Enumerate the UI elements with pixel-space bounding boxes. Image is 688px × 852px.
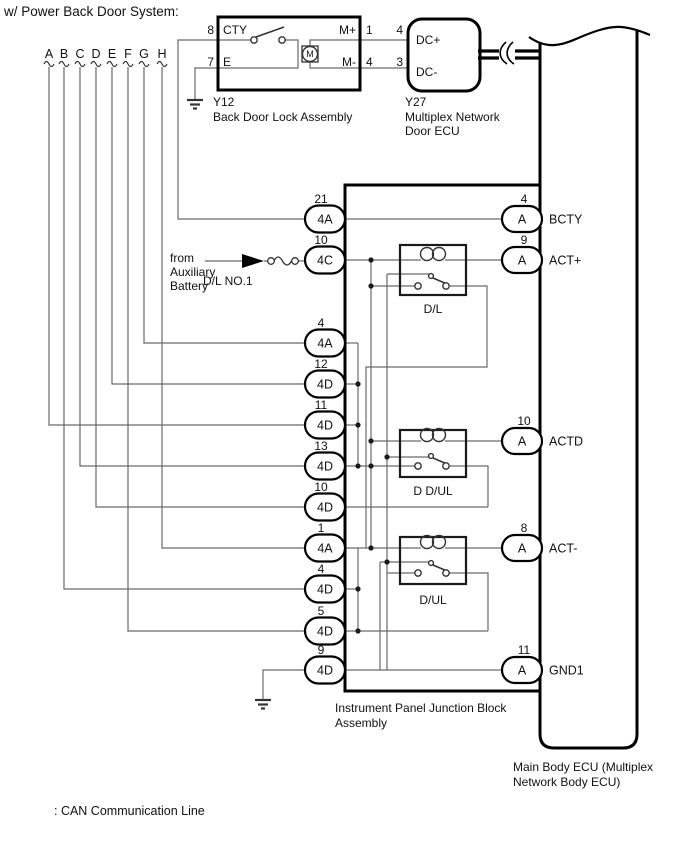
wire-break-squiggle: [91, 62, 101, 67]
switch-contact-icon: [443, 463, 449, 469]
pin-number: 9: [520, 233, 528, 247]
pin-number: 5: [317, 604, 325, 618]
diagram-label: Instrument Panel Junction Block: [335, 701, 507, 715]
junction-dot: [355, 586, 360, 591]
wire-break-squiggle: [59, 62, 69, 67]
switch-contact-icon: [443, 283, 449, 289]
wire: [449, 573, 488, 631]
diagram-label: Y27: [405, 95, 427, 109]
junction-dot: [355, 463, 360, 468]
wire-break-squiggle: [107, 62, 117, 67]
diagram-label: M+: [338, 23, 356, 37]
power-source-arrow-icon: [242, 254, 264, 268]
relay-coil-icon: [433, 248, 446, 261]
diagram-label: DC+: [416, 33, 441, 47]
connector-label: 4D: [317, 500, 333, 515]
signal-name-act+: ACT+: [549, 253, 582, 268]
diagram-label: CTY: [223, 23, 247, 37]
wire: [263, 670, 305, 700]
wire: [128, 67, 305, 631]
wire-letter-D: D: [91, 47, 101, 61]
diagram-label: Network Body ECU): [513, 775, 621, 789]
junction-dot: [355, 422, 360, 427]
junction-dot: [368, 283, 373, 288]
switch-contact-icon: [415, 570, 421, 576]
connector-label: 4D: [317, 663, 333, 678]
wire: [178, 40, 305, 219]
connector-label: 4D: [317, 418, 333, 433]
diagram-label: Multiplex Network: [405, 110, 500, 124]
diagram-label: Back Door Lock Assembly: [213, 110, 353, 124]
signal-name-gnd1: GND1: [549, 663, 584, 678]
diagram-label: Y12: [213, 95, 235, 109]
switch-contact-icon: [443, 570, 449, 576]
diagram-label: Auxiliary: [170, 265, 216, 279]
pin-number: 8: [520, 521, 528, 535]
junction-dot: [368, 463, 373, 468]
fuse-terminal-icon: [268, 258, 275, 265]
connector-label: 4A: [317, 541, 333, 556]
wire-letter-G: G: [139, 47, 149, 61]
connector-label: 4A: [317, 336, 333, 351]
diagram-label: 3: [396, 55, 403, 69]
pin-number: 4: [317, 316, 325, 330]
motor-label: M: [306, 49, 314, 59]
pin-number: 4: [317, 562, 325, 576]
switch-contact-icon: [415, 463, 421, 469]
fuse-icon: [274, 257, 292, 265]
wire-break-squiggle: [44, 62, 54, 67]
diagram-label: M-: [342, 55, 356, 69]
switch-contact-icon: [251, 37, 257, 43]
diagram-label: 4: [366, 55, 373, 69]
connector-label: 4D: [317, 377, 333, 392]
wire-letter-E: E: [107, 47, 117, 61]
diagram-label: D/L NO.1: [203, 274, 253, 288]
multiplex-network-door-ecu-box: [408, 19, 480, 91]
junction-dot: [355, 628, 360, 633]
diagram-label: Main Body ECU (Multiplex: [513, 760, 654, 774]
diagram-label: from: [170, 251, 194, 265]
switch-pivot-icon: [429, 274, 434, 279]
diagram-label: Assembly: [335, 716, 388, 730]
junction-dot: [384, 559, 389, 564]
wire-letter-C: C: [75, 47, 85, 61]
wire-break-squiggle: [157, 62, 167, 67]
pin-number: 10: [314, 480, 328, 494]
main-body-ecu-box: [540, 31, 637, 748]
connector-label: 4D: [317, 624, 333, 639]
diagram-label: D/L: [423, 302, 443, 316]
pin-number: 10: [314, 233, 328, 247]
junction-dot: [368, 438, 373, 443]
switch-contact-icon: [279, 37, 285, 43]
switch-contact-icon: [415, 283, 421, 289]
wire-letter-A: A: [44, 47, 54, 61]
connector-label: 4D: [317, 582, 333, 597]
diagram-label: Door ECU: [405, 124, 460, 138]
signal-name-actd: ACTD: [549, 434, 584, 449]
wire: [162, 67, 305, 548]
diagram-label: E: [223, 55, 232, 69]
diagram-label: DC-: [416, 65, 438, 79]
pin-number: 13: [314, 439, 328, 453]
wire-break-squiggle: [123, 62, 133, 67]
pin-number: 12: [314, 357, 328, 371]
pin-number: 4: [520, 192, 528, 206]
diagram-label: 7: [207, 55, 214, 69]
connector-label: A: [517, 541, 527, 556]
relay-coil-icon: [421, 248, 434, 261]
switch-lever-icon: [256, 27, 284, 37]
diagram-label: 4: [396, 23, 403, 37]
connector-label: 4A: [317, 212, 333, 227]
connector-label: A: [517, 253, 527, 268]
switch-pivot-icon: [429, 561, 434, 566]
junction-dot: [355, 381, 360, 386]
junction-dot: [384, 454, 389, 459]
wire: [366, 286, 487, 548]
diagram-label: 1: [366, 23, 373, 37]
wire-letter-B: B: [59, 47, 69, 61]
diagram-label: D D/UL: [413, 484, 453, 498]
diagram-label: Battery: [170, 279, 209, 293]
pin-number: 9: [317, 643, 325, 657]
fuse-terminal-icon: [292, 258, 299, 265]
connector-label: 4D: [317, 459, 333, 474]
junction-dot: [368, 257, 373, 262]
pin-number: 11: [517, 643, 531, 657]
signal-name-act-: ACT-: [549, 541, 578, 556]
connector-label: A: [517, 663, 527, 678]
diagram-label: 8: [207, 23, 214, 37]
pin-number: 11: [314, 398, 328, 412]
can-legend: [8, 804, 205, 818]
signal-name-bcty: BCTY: [549, 212, 583, 227]
can-legend-label: : CAN Communication Line: [54, 804, 205, 818]
pin-number: 1: [317, 521, 325, 535]
wire: [64, 67, 305, 589]
connector-label: A: [517, 434, 527, 449]
wire-letter-F: F: [124, 47, 132, 61]
can-break-icon: [500, 42, 507, 64]
main-body-ecu-torn-edge: [529, 27, 650, 45]
wire-break-squiggle: [139, 62, 149, 67]
pin-number: 10: [517, 414, 531, 428]
can-break-icon: [507, 42, 514, 64]
connector-label: 4C: [317, 253, 333, 268]
switch-pivot-icon: [429, 454, 434, 459]
page-title: w/ Power Back Door System:: [4, 4, 179, 19]
junction-dot: [368, 545, 373, 550]
wire-letter-H: H: [157, 47, 167, 61]
wire-break-squiggle: [75, 62, 85, 67]
connector-label: A: [517, 212, 527, 227]
wire: [449, 466, 488, 507]
pin-number: 21: [314, 192, 328, 206]
diagram-label: D/UL: [419, 593, 447, 607]
